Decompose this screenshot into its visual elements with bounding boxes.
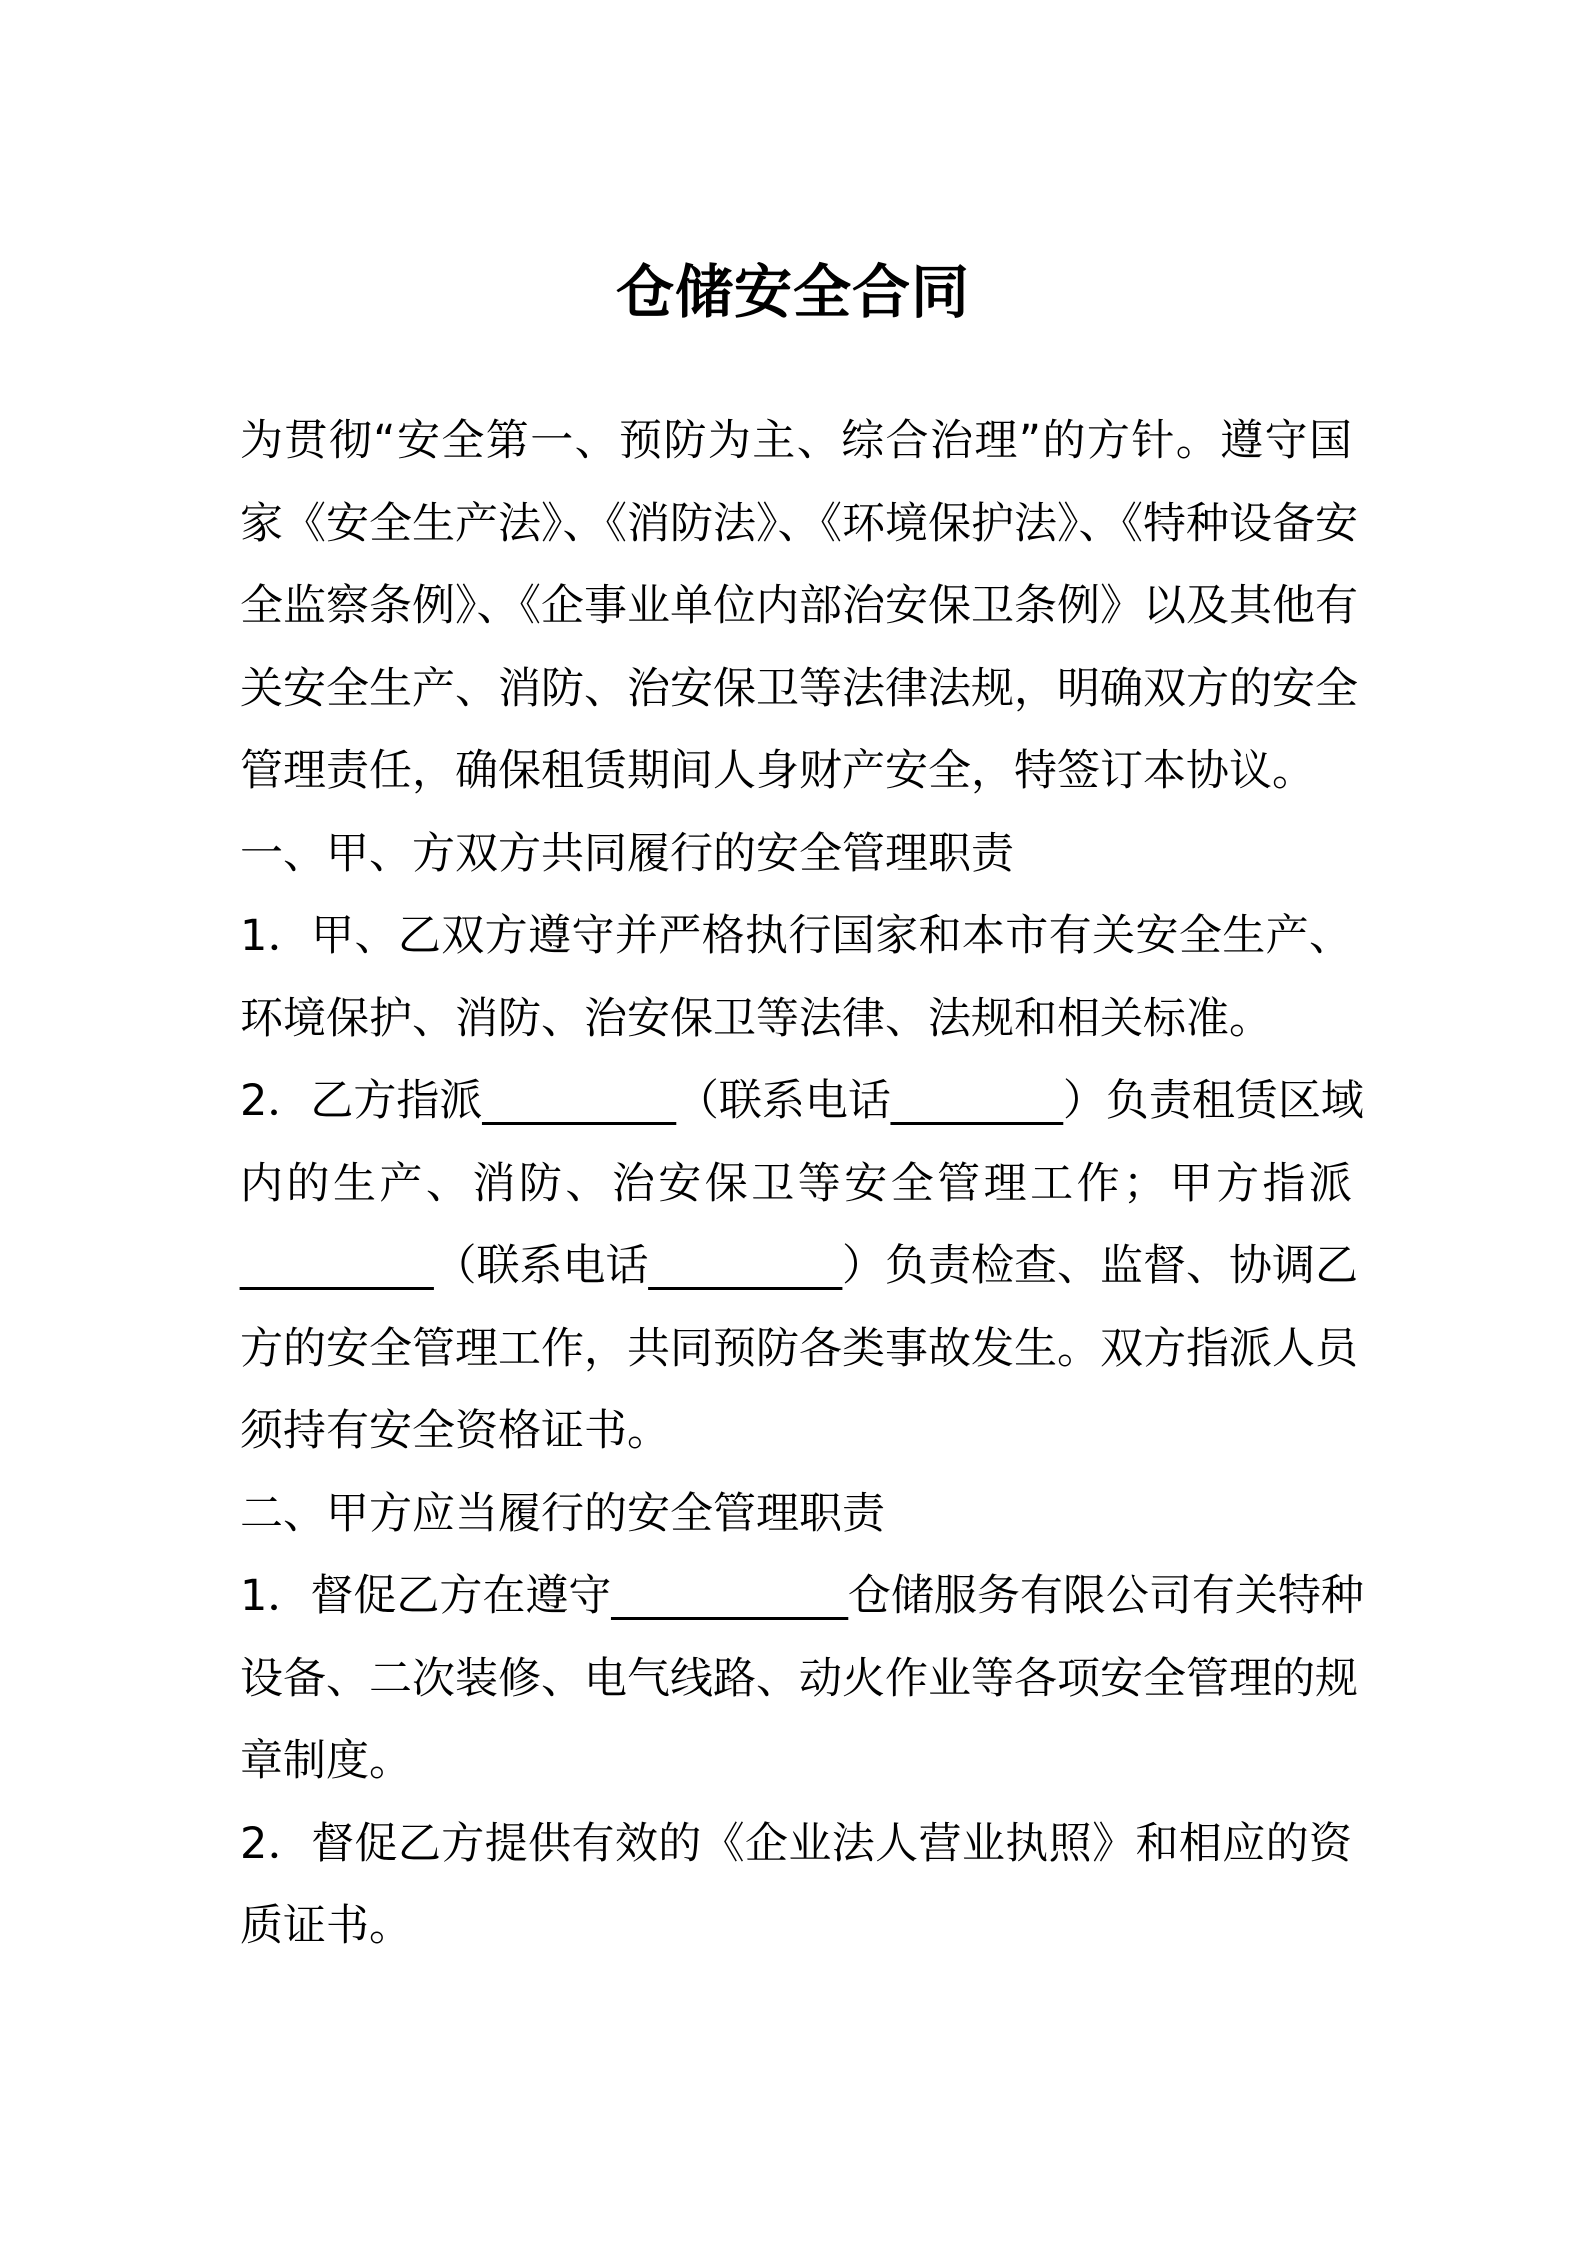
document-title: 仓储安全合同: [615, 258, 970, 326]
clause-line: 环境保护、消防、治安保卫等法律、法规和相关标准。: [240, 993, 1272, 1044]
clause-line: 章制度。: [240, 1736, 412, 1786]
section-heading: 二、甲方应当履行的安全管理职责: [240, 1488, 885, 1539]
paragraph-line: 家《安全生产法》、《消防法》、《环境保护法》、《特种设备安: [240, 498, 1358, 549]
clause-line: 须持有安全资格证书。: [240, 1406, 670, 1456]
clause-line: 设备、二次装修、电气线路、动火作业等各项安全管理的规: [240, 1653, 1358, 1704]
document-body: [240, 400, 1364, 1968]
clause-line: 质证书。: [240, 1901, 412, 1951]
section-heading: 一、甲、方双方共同履行的安全管理职责: [240, 828, 1014, 879]
paragraph-line: 管理责任，确保租赁期间人身财产安全，特签订本协议。: [240, 746, 1315, 796]
paragraph-line: 关安全生产、消防、治安保卫等法律法规，明确双方的安全: [240, 663, 1358, 714]
clause-line: 方的安全管理工作，共同预防各类事故发生。双方指派人员: [240, 1323, 1358, 1374]
clause-line: _________（联系电话_________）负责检查、监督、协调乙: [240, 1241, 1358, 1291]
clause-line: 内的生产、消防、治安保卫等安全管理工作；甲方指派: [240, 1158, 1352, 1209]
clause-line: 1．督促乙方在遵守___________仓储服务有限公司有关特种: [240, 1571, 1364, 1621]
clause-line: 1．甲、乙双方遵守并严格执行国家和本市有关安全生产、: [240, 911, 1352, 961]
clause-line: 2．乙方指派_________（联系电话________）负责租赁区域: [240, 1076, 1364, 1126]
paragraph-line: 全监察条例》、《企事业单位内部治安保卫条例》以及其他有: [240, 581, 1358, 631]
clause-line: 2．督促乙方提供有效的《企业法人营业执照》和相应的资: [240, 1818, 1352, 1869]
paragraph-line: 为贯彻“安全第一、预防为主、综合治理”的方针。遵守国: [240, 416, 1352, 466]
